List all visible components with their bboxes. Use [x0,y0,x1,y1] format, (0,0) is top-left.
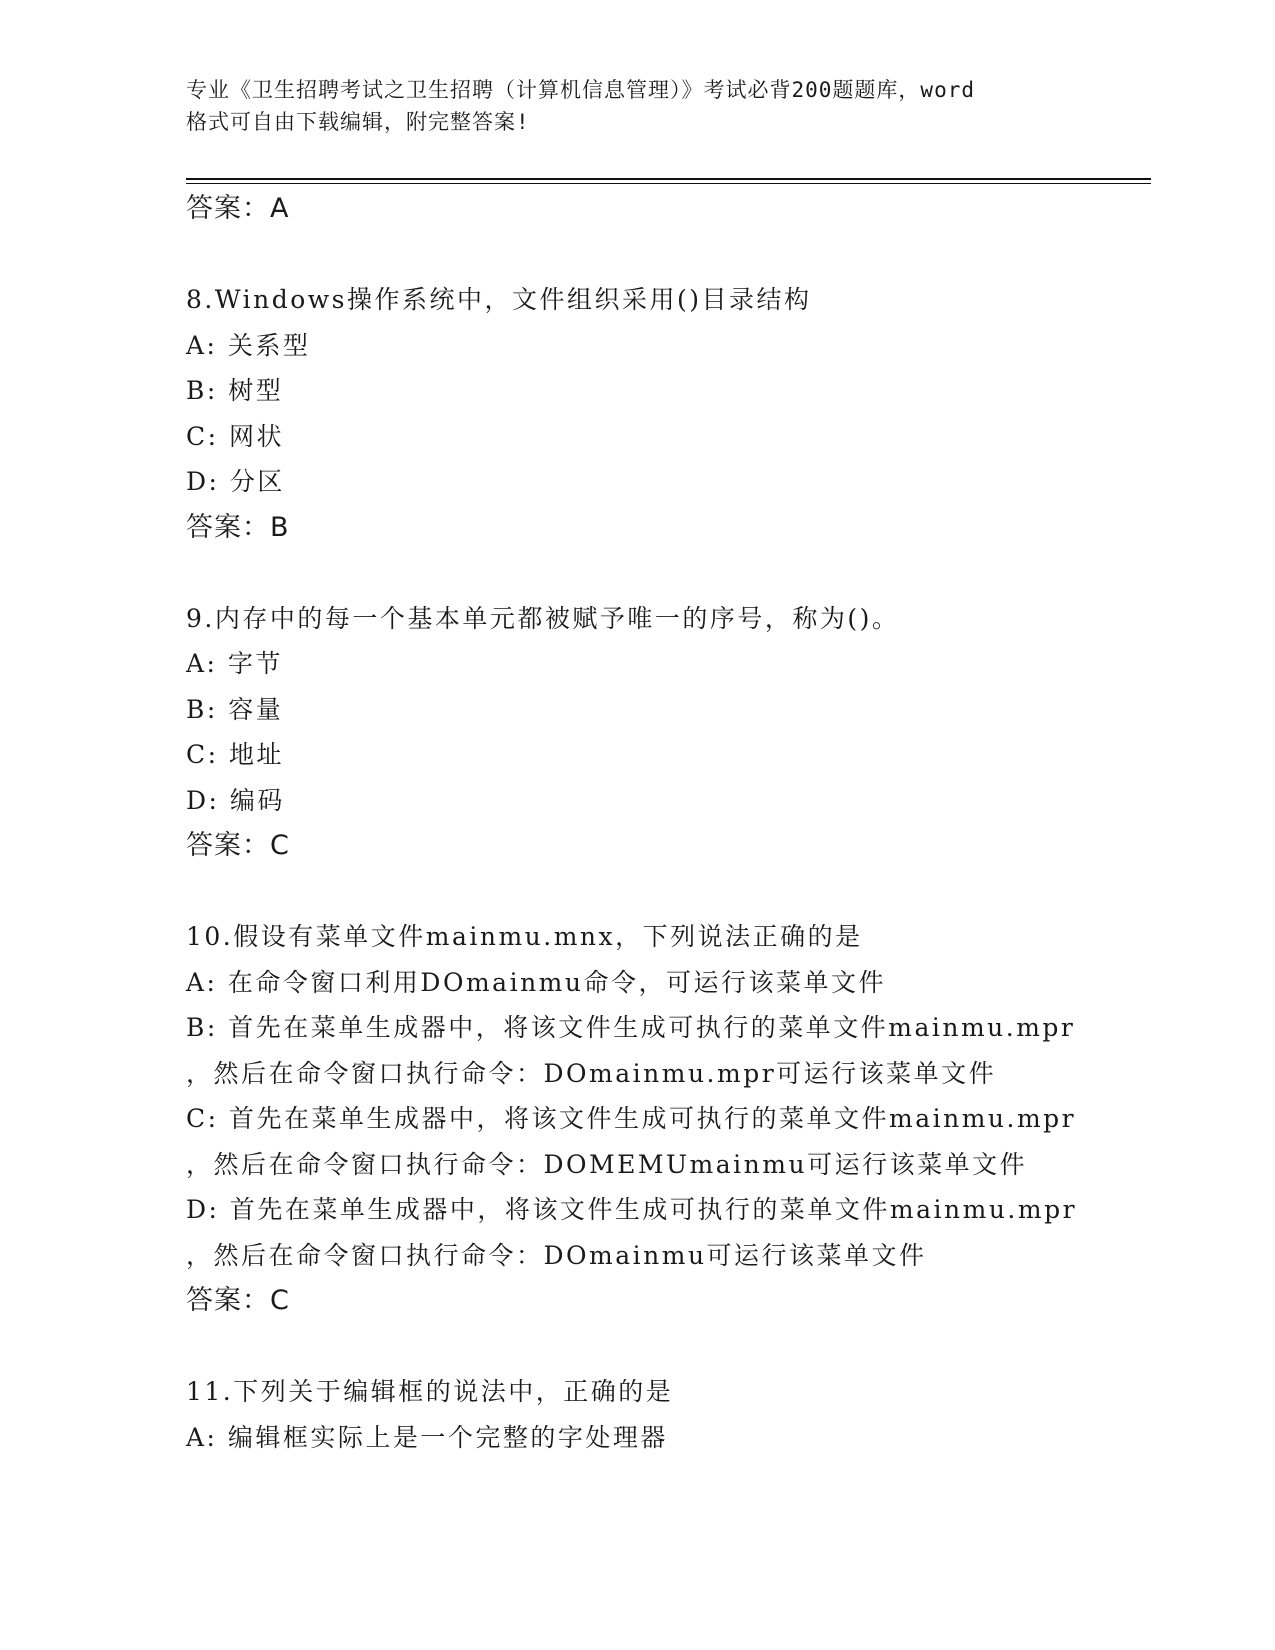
option-line: B: 首先在菜单生成器中，将该文件生成可执行的菜单文件mainmu.mpr [186,1013,1076,1042]
question-block [186,596,1116,869]
answer-line: 答案：A [186,193,290,224]
option-line: B: 树型 [186,376,284,405]
page-header [186,74,1086,138]
answer-line: 答案：C [186,830,290,861]
header-rule-thick [186,178,1151,180]
question-block [186,277,1116,550]
answer-line: 答案：C [186,1285,290,1316]
question-block [186,1369,1116,1460]
option-line: D: 编码 [186,785,285,815]
option-line: D: 分区 [186,467,285,496]
document-body [186,186,1116,1460]
option-line: A: 编辑框实际上是一个完整的字处理器 [186,1422,668,1452]
question-stem: 11.下列关于编辑框的说法中，正确的是 [186,1377,674,1406]
header-rule-thin [186,183,1151,184]
option-line: C: 首先在菜单生成器中，将该文件生成可执行的菜单文件mainmu.mpr [186,1104,1077,1133]
option-line: C: 网状 [186,421,284,451]
option-line: A: 关系型 [186,330,311,360]
question-stem: 9.内存中的每一个基本单元都被赋予唯一的序号，称为()。 [186,603,900,633]
option-line: B: 容量 [186,694,284,724]
option-line: D: 首先在菜单生成器中，将该文件生成可执行的菜单文件mainmu.mpr [186,1195,1078,1224]
option-line: A: 字节 [186,649,283,678]
option-line-continued: ，然后在命令窗口执行命令：DOmainmu可运行该菜单文件 [186,1240,927,1270]
header-line-1: 专业《卫生招聘考试之卫生招聘（计算机信息管理）》考试必背200题题库，word [186,78,975,102]
option-line: A: 在命令窗口利用DOmainmu命令，可运行该菜单文件 [186,967,886,997]
option-line: C: 地址 [186,740,284,769]
question-stem: 8.Windows操作系统中，文件组织采用()目录结构 [186,285,812,314]
question-block [186,914,1116,1324]
question-stem: 10.假设有菜单文件mainmu.mnx，下列说法正确的是 [186,922,863,951]
header-line-2: 格式可自由下载编辑，附完整答案! [186,110,530,134]
answer-line: 答案：B [186,511,290,543]
option-line-continued: ，然后在命令窗口执行命令：DOmainmu.mpr可运行该菜单文件 [186,1058,997,1088]
option-line-continued: ，然后在命令窗口执行命令：DOMEMUmainmu可运行该菜单文件 [186,1149,1028,1179]
